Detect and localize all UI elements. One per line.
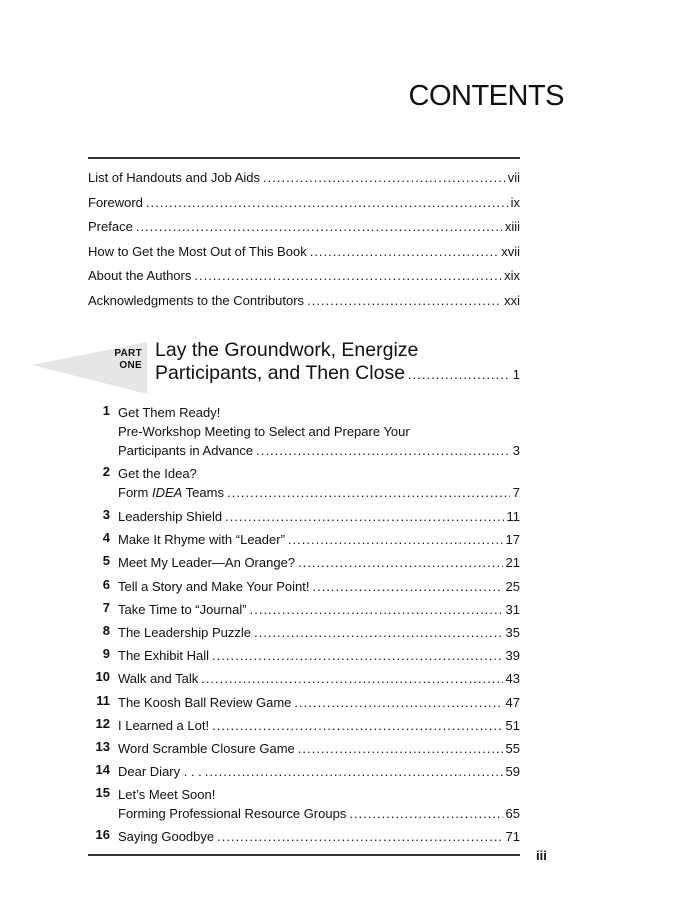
chapter-entry[interactable]: 5 Meet My Leader—An Orange? ..... 21	[88, 553, 520, 572]
chapter-page: 25	[505, 578, 520, 594]
dot-leader	[225, 507, 503, 526]
chapter-entry[interactable]: 7 Take Time to “Journal” ..... 31	[88, 600, 520, 619]
toc-entry-title: About the Authors	[88, 268, 192, 283]
part-label-number: ONE	[119, 360, 142, 371]
toc-entry-page: xxi	[504, 292, 520, 308]
toc-entry-title: Foreword	[88, 194, 143, 210]
chapter-number: 10	[95, 669, 110, 685]
chapter-last-line: Forming Professional Resource Groups ..... 65	[118, 804, 520, 823]
dot-leader	[217, 827, 502, 846]
part-label	[102, 348, 142, 372]
toc-entry-page: xiii	[504, 219, 520, 234]
chapter-number: 6	[102, 576, 110, 592]
page-number: iii	[536, 848, 547, 863]
chapter-number: 8	[102, 622, 110, 638]
chapter-entry[interactable]: 8 The Leadership Puzzle ..... 35	[88, 623, 520, 642]
chapter-title-line: Get Them Ready!	[118, 405, 221, 420]
chapter-entry[interactable]: 16 Saying Goodbye ..... 71	[88, 827, 520, 846]
dot-leader	[263, 170, 505, 185]
toc-entry-title: Preface	[88, 219, 133, 234]
chapter-page: 7	[512, 485, 520, 500]
part-label-word: PART	[114, 348, 142, 359]
chapter-number: 16	[95, 827, 110, 843]
toc-entry-title: How to Get the Most Out of This Book	[88, 243, 307, 259]
dot-leader	[201, 669, 502, 688]
chapter-title-line: Get the Idea?	[118, 466, 197, 481]
front-matter-list	[88, 170, 520, 317]
dot-leader	[136, 219, 502, 234]
dot-leader	[227, 483, 510, 502]
dot-leader	[298, 553, 502, 572]
chapter-entry[interactable]	[88, 464, 520, 502]
dot-leader	[256, 441, 510, 460]
dot-leader	[307, 293, 501, 308]
dot-leader	[250, 600, 503, 619]
dot-leader	[298, 739, 503, 758]
chapter-entry[interactable]: 14 Dear Diary . . . ..... 59	[88, 762, 520, 781]
toc-entry[interactable]	[88, 293, 520, 318]
toc-entry[interactable]	[88, 219, 520, 244]
chapter-page: 43	[505, 671, 520, 687]
chapter-number: 9	[102, 646, 110, 662]
chapter-page: 11	[506, 509, 520, 524]
chapter-page: 71	[505, 829, 520, 845]
dot-leader	[408, 363, 510, 386]
chapter-number: 13	[95, 738, 110, 754]
chapter-list	[88, 403, 520, 846]
chapter-number: 7	[102, 599, 110, 615]
part-title-line-1: Lay the Groundwork, Energize	[155, 339, 419, 361]
chapter-page: 55	[505, 740, 520, 756]
dot-leader	[212, 646, 502, 665]
chapter-page: 21	[505, 555, 520, 571]
dot-leader	[254, 623, 503, 642]
chapter-entry[interactable]: 4 Make It Rhyme with “Leader” ..... 17	[88, 530, 520, 549]
part-page: 1	[512, 367, 520, 382]
chapter-entry[interactable]	[88, 785, 520, 823]
chapter-page: 17	[505, 532, 520, 548]
chapter-entry[interactable]: 9 The Exhibit Hall ..... 39	[88, 646, 520, 665]
chapter-entry[interactable]	[88, 403, 520, 460]
toc-entry[interactable]	[88, 244, 520, 269]
dot-leader	[310, 244, 499, 259]
chapter-entry[interactable]: 10 Walk and Talk ..... 43	[88, 669, 520, 688]
dot-leader	[146, 195, 508, 210]
chapter-number: 4	[102, 530, 110, 546]
top-divider	[88, 157, 520, 159]
toc-entry[interactable]	[88, 170, 520, 195]
toc-entry[interactable]	[88, 268, 520, 293]
dot-leader	[313, 577, 503, 596]
chapter-number: 12	[95, 715, 110, 731]
chapter-page: 35	[505, 624, 520, 640]
dot-leader	[349, 804, 502, 823]
toc-entry-page: xvii	[501, 243, 520, 259]
chapter-entry[interactable]: 11 The Koosh Ball Review Game ..... 47	[88, 693, 520, 712]
chapter-entry[interactable]: 6 Tell a Story and Make Your Point! ..... 25	[88, 577, 520, 596]
toc-entry-title: List of Handouts and Job Aids	[88, 170, 261, 185]
part-title-line-2: Participants, and Then Close ..... 1	[155, 362, 520, 386]
chapter-number: 14	[95, 762, 110, 778]
chapter-page: 39	[505, 648, 520, 664]
chapter-page: 3	[512, 443, 520, 458]
chapter-number: 2	[102, 464, 110, 479]
chapter-number: 11	[96, 692, 110, 708]
chapter-entry[interactable]: 12 I Learned a Lot! ..... 51	[88, 716, 520, 735]
bottom-divider	[88, 854, 520, 856]
chapter-number: 1	[102, 403, 110, 418]
chapter-entry[interactable]: 3 Leadership Shield ..... 11	[88, 507, 520, 526]
chapter-page: 51	[505, 717, 520, 733]
chapter-entry[interactable]: 13 Word Scramble Closure Game ..... 55	[88, 739, 520, 758]
dot-leader	[212, 716, 502, 735]
chapter-page: 59	[505, 764, 520, 780]
chapter-last-line: Participants in Advance ..... 3	[118, 441, 520, 460]
chapter-number: 5	[102, 553, 110, 569]
page-title: CONTENTS	[408, 80, 564, 112]
part-title[interactable]	[155, 339, 520, 386]
dot-leader	[205, 762, 503, 781]
toc-entry-page: xix	[504, 268, 520, 283]
chapter-page: 47	[505, 694, 520, 710]
chapter-number: 15	[95, 785, 110, 801]
dot-leader	[294, 693, 502, 712]
chapter-number: 3	[102, 507, 110, 522]
dot-leader	[194, 268, 501, 283]
chapter-page: 65	[505, 806, 520, 822]
toc-entry[interactable]	[88, 195, 520, 220]
chapter-page: 31	[505, 601, 520, 617]
toc-entry-page: vii	[507, 170, 520, 185]
toc-entry-page: ix	[510, 194, 520, 210]
toc-entry-title: Acknowledgments to the Contributors	[88, 292, 305, 308]
dot-leader	[288, 530, 503, 549]
chapter-title-line: Let’s Meet Soon!	[118, 787, 216, 803]
chapter-subtitle-line: Pre-Workshop Meeting to Select and Prepare Your	[118, 424, 410, 439]
chapter-last-line: Form IDEA Teams ..... 7	[118, 483, 520, 502]
